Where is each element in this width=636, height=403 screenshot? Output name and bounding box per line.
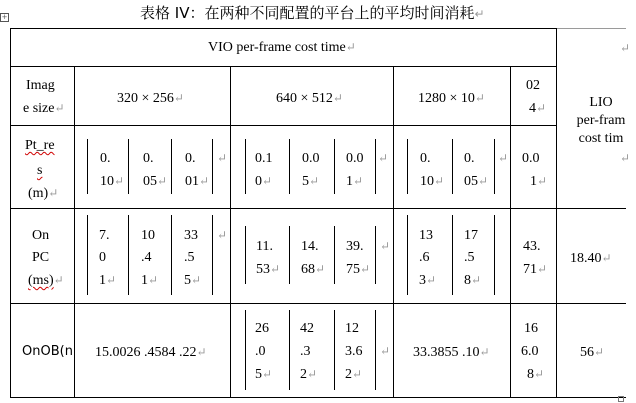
pt-res-1280-a1: 0. xyxy=(420,151,431,166)
cell-end-mark: ↵ xyxy=(498,151,509,165)
image-size-label-2: e size↵ xyxy=(23,101,65,116)
cell-end-mark: ↵ xyxy=(378,151,389,165)
pt-res-label-1: Pt_re xyxy=(25,138,55,153)
on-pc-1280-b3: 8↵ xyxy=(464,273,482,288)
cell-end-mark: ↵ xyxy=(217,151,228,165)
table-caption: 表格 IV：在两种不同配置的平台上的平均时间消耗↵ xyxy=(140,4,485,22)
on-ob-tail-1: 16 xyxy=(524,321,538,336)
table-move-handle-icon[interactable]: + xyxy=(1,13,8,21)
lio-header-line-2: per-fram xyxy=(576,113,626,128)
table-resize-handle-icon[interactable] xyxy=(618,396,624,402)
on-pc-lio-value: 18.40↵ xyxy=(570,251,612,266)
vio-header: VIO per-frame cost time↵ xyxy=(208,40,356,55)
on-ob-640-b1: 42 xyxy=(300,321,314,336)
on-ob-640-c3: 2↵ xyxy=(345,367,363,382)
on-pc-640-a1: 11. xyxy=(256,239,273,254)
on-pc-320-c3: 5↵ xyxy=(184,273,202,288)
on-pc-320-b1: 10 xyxy=(141,228,155,243)
on-pc-1280-b2: .5 xyxy=(464,250,475,265)
res-1280-tail-1: 02 xyxy=(526,78,540,93)
on-pc-320-a1: 7. xyxy=(99,228,110,243)
on-ob-640-a1: 26 xyxy=(255,321,269,336)
pt-res-640-b2: 5↵ xyxy=(302,174,320,189)
pt-res-1280-a2: 10↵ xyxy=(420,174,445,189)
pt-res-640-c1: 0.0 xyxy=(346,151,364,166)
on-pc-tail-2: 71↵ xyxy=(523,262,548,277)
on-ob-640-a2: .0 xyxy=(255,344,266,359)
pt-res-label-2: s xyxy=(37,163,43,178)
on-ob-640-c2: 3.6 xyxy=(345,344,363,359)
on-pc-320-a3: 1↵ xyxy=(99,273,117,288)
on-pc-label-2: PC xyxy=(32,250,50,265)
row-end-mark: ↵ xyxy=(620,151,631,165)
pt-res-320-b1: 0. xyxy=(143,151,154,166)
on-pc-320-b3: 1↵ xyxy=(141,273,159,288)
lio-header-line-1: LIO xyxy=(589,95,613,110)
pt-res-320-b2: 05↵ xyxy=(143,174,168,189)
res-640-header: 640 × 512↵ xyxy=(276,91,343,106)
pt-res-640-b1: 0.0 xyxy=(302,151,320,166)
res-320-header: 320 × 256↵ xyxy=(117,91,184,106)
on-pc-640-c1: 39. xyxy=(346,239,364,254)
on-pc-1280-a1: 13 xyxy=(419,228,433,243)
pt-res-label-3: (m)↵ xyxy=(28,186,59,201)
on-pc-640-b1: 14. xyxy=(301,239,319,254)
on-ob-lio-value: 56↵ xyxy=(580,345,605,360)
res-1280-tail-2: 4↵ xyxy=(529,101,547,116)
lio-header-line-3: cost tim xyxy=(578,131,624,146)
on-pc-1280-a2: .6 xyxy=(419,250,430,265)
on-ob-tail-3: 8↵ xyxy=(527,367,545,382)
on-pc-1280-a3: 3↵ xyxy=(419,273,437,288)
pt-res-1280-b2: 05↵ xyxy=(464,174,489,189)
on-pc-320-c2: .5 xyxy=(184,250,195,265)
pt-res-640-c2: 1↵ xyxy=(346,174,364,189)
on-pc-tail-1: 43. xyxy=(523,239,541,254)
on-pc-1280-b1: 17 xyxy=(464,228,478,243)
cell-end-mark: ↵ xyxy=(217,228,228,242)
on-ob-640-b3: 2↵ xyxy=(300,367,318,382)
on-ob-640-b2: .3 xyxy=(300,344,311,359)
on-pc-320-c1: 33 xyxy=(184,228,198,243)
pt-res-320-c2: 01↵ xyxy=(185,174,210,189)
on-ob-tail-2: 6.0 xyxy=(521,344,539,359)
on-pc-label-1: On xyxy=(32,228,50,243)
pt-res-tail-2: 1↵ xyxy=(530,174,548,189)
pt-res-320-a1: 0. xyxy=(100,151,111,166)
on-ob-640-c1: 12 xyxy=(345,321,359,336)
on-pc-640-a2: 53↵ xyxy=(256,262,281,277)
cell-end-mark: ↵ xyxy=(380,239,391,253)
on-pc-label-3: (ms)↵ xyxy=(28,273,64,288)
on-ob-320-values: 15.0026 .4584 .22↵ xyxy=(95,345,207,360)
on-pc-640-b2: 68↵ xyxy=(301,262,326,277)
pt-res-320-a2: 10↵ xyxy=(100,174,125,189)
on-pc-320-b2: .4 xyxy=(141,250,152,265)
on-pc-640-c2: 75↵ xyxy=(346,262,371,277)
on-ob-1280-values: 33.3855 .10↵ xyxy=(413,345,490,360)
row-end-mark: ↵ xyxy=(620,41,631,55)
on-ob-640-a3: 5↵ xyxy=(255,367,273,382)
image-size-label-1: Imag xyxy=(26,78,55,93)
res-1280-header: 1280 × 10↵ xyxy=(418,91,485,106)
pt-res-640-a2: 0↵ xyxy=(255,174,273,189)
on-pc-320-a2: 0 xyxy=(99,250,106,265)
cell-end-mark: ↵ xyxy=(380,344,391,358)
pt-res-640-a1: 0.1 xyxy=(255,151,273,166)
pt-res-tail-1: 0.0 xyxy=(522,151,540,166)
pt-res-320-c1: 0. xyxy=(185,151,196,166)
pt-res-1280-b1: 0. xyxy=(464,151,475,166)
on-ob-label: OnOB(n xyxy=(22,344,73,359)
